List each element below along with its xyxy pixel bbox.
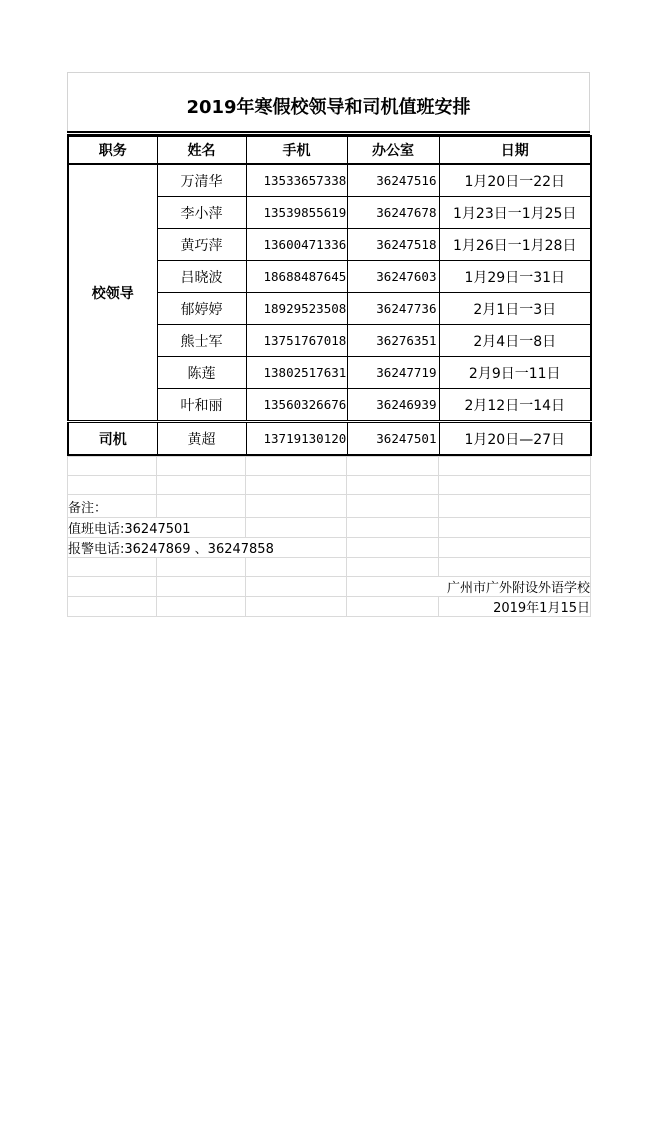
spreadsheet (67, 72, 590, 617)
header-cell-role[interactable]: 职务 (68, 136, 157, 164)
duty-table (67, 135, 592, 456)
signature-org[interactable]: 广州市广外附设外语学校 (347, 577, 591, 597)
grid-row (68, 518, 591, 538)
header-cell-office[interactable]: 办公室 (347, 136, 439, 164)
title-cell[interactable] (67, 72, 590, 131)
grid-cell[interactable] (68, 558, 157, 577)
phone-cell[interactable]: 13751767018 (246, 325, 347, 357)
page-title: 2019年寒假校领导和司机值班安排 (186, 97, 471, 118)
grid-cell[interactable] (68, 577, 157, 597)
date-cell[interactable]: 1月26日一1月28日 (439, 229, 591, 261)
name-cell[interactable]: 叶和丽 (157, 389, 246, 422)
grid-cell[interactable] (439, 518, 591, 538)
phone-cell[interactable]: 18688487645 (246, 261, 347, 293)
grid-cell[interactable] (439, 476, 591, 495)
header-cell-name[interactable]: 姓名 (157, 136, 246, 164)
office-cell[interactable]: 36247518 (347, 229, 439, 261)
phone-cell[interactable]: 13560326676 (246, 389, 347, 422)
phone-cell[interactable]: 13539855619 (246, 197, 347, 229)
grid-cell[interactable] (68, 597, 157, 617)
header-cell-phone[interactable]: 手机 (246, 136, 347, 164)
phone-cell[interactable]: 13600471336 (246, 229, 347, 261)
grid-cell[interactable] (347, 518, 439, 538)
grid-cell[interactable] (246, 518, 347, 538)
phone-cell[interactable]: 13802517631 (246, 357, 347, 389)
notes-grid (67, 456, 591, 617)
date-cell[interactable]: 1月29日一31日 (439, 261, 591, 293)
grid-row (68, 457, 591, 476)
grid-cell[interactable] (439, 495, 591, 518)
phone-cell[interactable]: 18929523508 (246, 293, 347, 325)
grid-cell[interactable] (439, 457, 591, 476)
header-cell-date[interactable]: 日期 (439, 136, 591, 164)
grid-cell[interactable] (68, 476, 157, 495)
grid-cell[interactable] (68, 457, 157, 476)
phone-cell[interactable]: 13719130120 (246, 422, 347, 456)
grid-cell[interactable] (347, 495, 439, 518)
grid-cell[interactable] (246, 577, 347, 597)
grid-cell[interactable] (246, 558, 347, 577)
grid-cell[interactable] (157, 476, 246, 495)
name-cell[interactable]: 万清华 (157, 164, 246, 197)
name-cell[interactable]: 黄巧萍 (157, 229, 246, 261)
grid-row (68, 495, 591, 518)
grid-cell[interactable] (347, 476, 439, 495)
grid-row (68, 476, 591, 495)
date-cell[interactable]: 2月12日一14日 (439, 389, 591, 422)
date-cell[interactable]: 1月20日一22日 (439, 164, 591, 197)
name-cell[interactable]: 陈莲 (157, 357, 246, 389)
office-cell[interactable]: 36247736 (347, 293, 439, 325)
grid-row (68, 577, 591, 597)
grid-cell[interactable] (439, 538, 591, 558)
phone-cell[interactable]: 13533657338 (246, 164, 347, 197)
police-phone-note[interactable]: 报警电话:36247869 、36247858 (68, 538, 347, 558)
date-cell[interactable]: 1月20日—27日 (439, 422, 591, 456)
name-cell[interactable]: 吕晓波 (157, 261, 246, 293)
grid-cell[interactable] (157, 577, 246, 597)
grid-cell[interactable] (246, 457, 347, 476)
grid-cell[interactable] (439, 558, 591, 577)
name-cell[interactable]: 李小萍 (157, 197, 246, 229)
grid-cell[interactable] (157, 495, 246, 518)
table-row-driver (68, 422, 591, 456)
role-cell-driver[interactable]: 司机 (68, 422, 157, 456)
grid-cell[interactable] (347, 597, 439, 617)
date-cell[interactable]: 2月4日一8日 (439, 325, 591, 357)
grid-row (68, 538, 591, 558)
office-cell[interactable]: 36247516 (347, 164, 439, 197)
office-cell[interactable]: 36247678 (347, 197, 439, 229)
duty-phone-note[interactable]: 值班电话:36247501 (68, 518, 246, 538)
office-cell[interactable]: 36247603 (347, 261, 439, 293)
date-cell[interactable]: 2月1日一3日 (439, 293, 591, 325)
grid-cell[interactable] (246, 476, 347, 495)
office-cell[interactable]: 36276351 (347, 325, 439, 357)
office-cell[interactable]: 36246939 (347, 389, 439, 422)
grid-cell[interactable] (347, 538, 439, 558)
name-cell[interactable]: 熊士军 (157, 325, 246, 357)
name-cell[interactable]: 黄超 (157, 422, 246, 456)
date-cell[interactable]: 1月23日一1月25日 (439, 197, 591, 229)
office-cell[interactable]: 36247719 (347, 357, 439, 389)
grid-cell[interactable] (347, 558, 439, 577)
notes-label[interactable]: 备注： (68, 495, 157, 518)
grid-row (68, 597, 591, 617)
grid-cell[interactable] (246, 495, 347, 518)
grid-row (68, 558, 591, 577)
signature-date[interactable]: 2019年1月15日 (439, 597, 591, 617)
office-cell[interactable]: 36247501 (347, 422, 439, 456)
name-cell[interactable]: 郁婷婷 (157, 293, 246, 325)
grid-cell[interactable] (246, 597, 347, 617)
grid-cell[interactable] (157, 558, 246, 577)
grid-cell[interactable] (347, 457, 439, 476)
table-row (68, 164, 591, 197)
date-cell[interactable]: 2月9日一11日 (439, 357, 591, 389)
table-header-row (68, 136, 591, 164)
grid-cell[interactable] (157, 457, 246, 476)
role-cell-leaders[interactable]: 校领导 (68, 164, 157, 422)
grid-cell[interactable] (157, 597, 246, 617)
